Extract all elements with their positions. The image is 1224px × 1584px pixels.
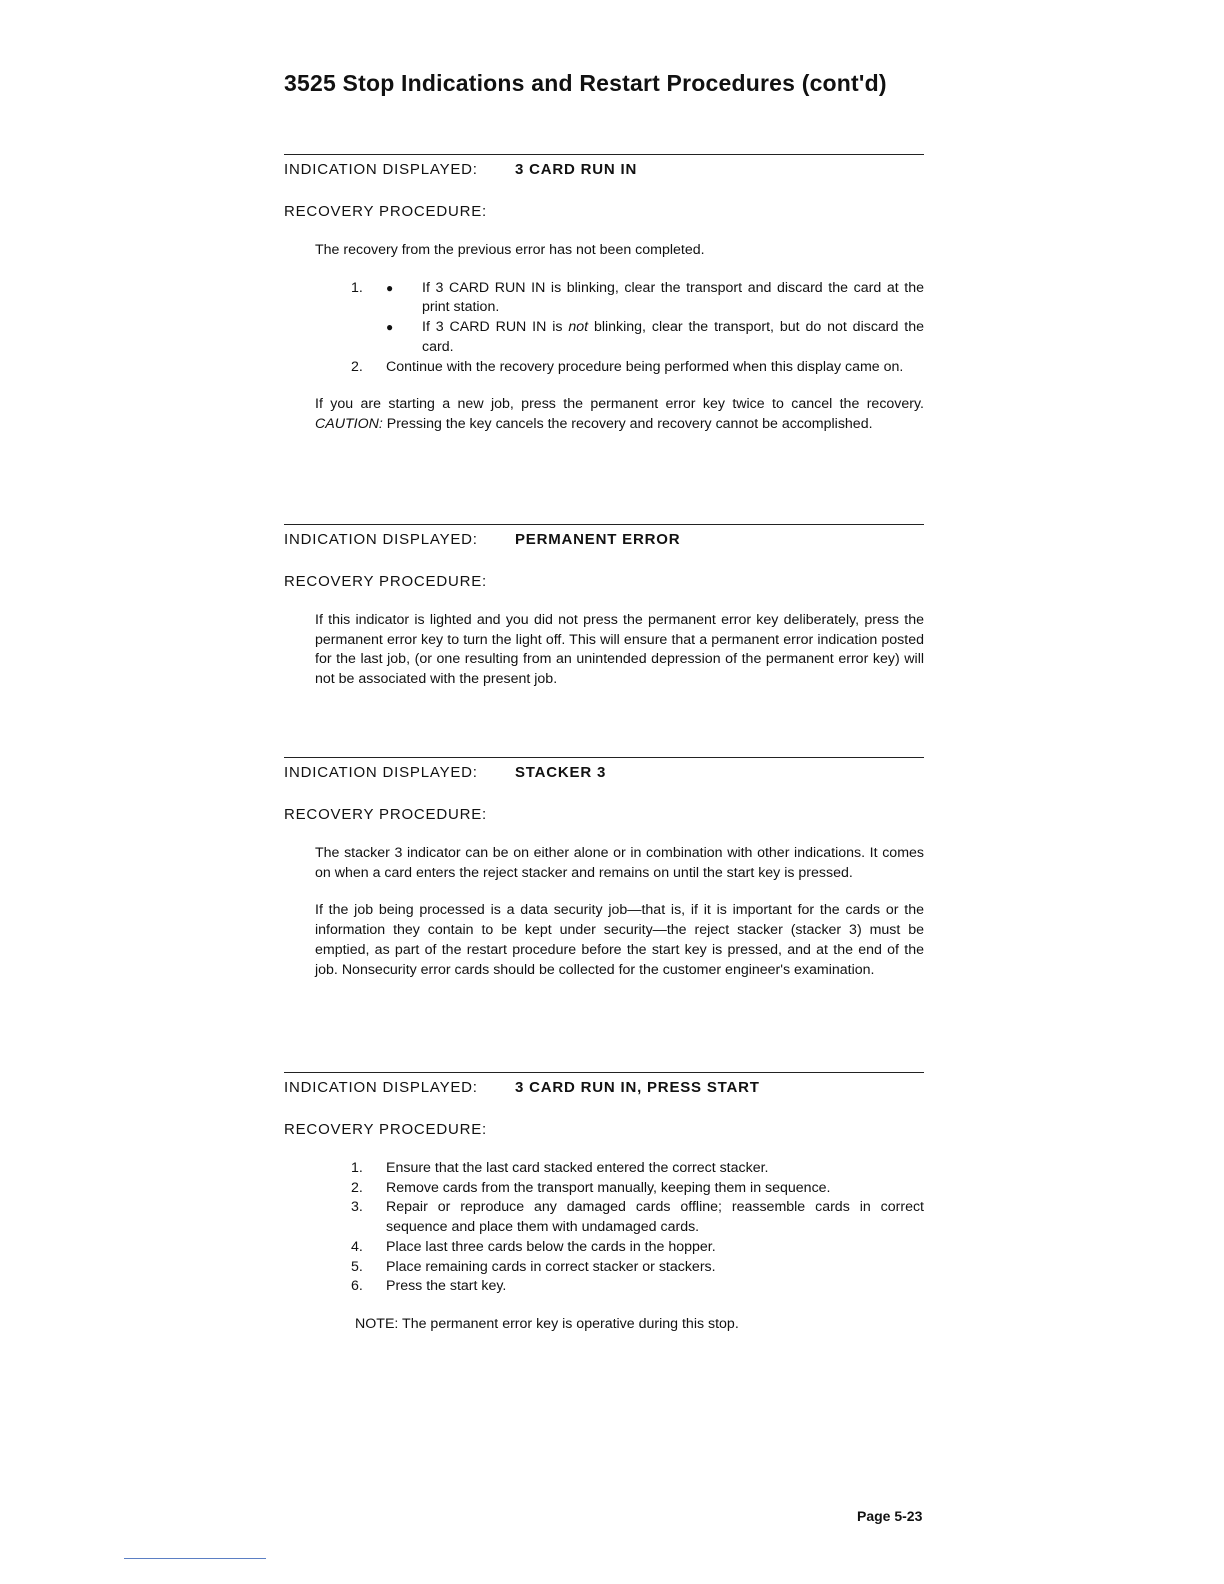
note-text: NOTE: The permanent error key is operative during this stop.	[355, 1315, 739, 1332]
bullet-text: If 3 CARD RUN IN is blinking, clear the transport and discard the card at the print station.	[422, 279, 924, 316]
indication-label: INDICATION DISPLAYED:	[284, 531, 478, 548]
footer-divider	[124, 1558, 266, 1559]
list-item	[315, 1238, 924, 1258]
step-text: Remove cards from the transport manually, keeping them in sequence.	[386, 1179, 831, 1196]
indication-value: 3 CARD RUN IN	[515, 161, 638, 178]
bullet-icon: ●	[386, 320, 394, 335]
list-item	[315, 1198, 924, 1237]
bullet-item	[386, 318, 924, 357]
step-number: 2.	[351, 358, 363, 375]
section-stacker-3	[284, 757, 924, 980]
recovery-label: RECOVERY PROCEDURE:	[284, 203, 488, 220]
procedure-list	[315, 279, 924, 378]
indication-value: STACKER 3	[515, 764, 607, 781]
section-permanent-error	[284, 524, 924, 690]
indication-label: INDICATION DISPLAYED:	[284, 1079, 478, 1096]
list-item	[315, 1258, 924, 1278]
step-text: Press the start key.	[386, 1278, 507, 1295]
step-number: 4.	[351, 1238, 363, 1255]
paragraph: If the job being processed is a data security job—that is, if it is important for the cards or the information they contain to be kept under security—the reject stacker (stacker 3) must be emptied, as part of the restart procedure before the start key is pressed, and at the end of the job. Nonsecurity error cards should be collected for the customer engineer's examination.	[315, 902, 924, 978]
bullet-list	[386, 279, 924, 358]
recovery-label: RECOVERY PROCEDURE:	[284, 573, 488, 590]
indication-line	[284, 764, 924, 784]
step-text: Place remaining cards in correct stacker or stackers.	[386, 1258, 716, 1275]
list-item	[315, 279, 924, 358]
list-item	[315, 358, 924, 378]
list-item	[315, 1179, 924, 1199]
bullet-text: If 3 CARD RUN IN is not blinking, clear the transport, but do not discard the card.	[422, 319, 925, 355]
step-text: Continue with the recovery procedure being performed when this display came on.	[386, 358, 904, 375]
list-item	[315, 1277, 924, 1297]
procedure-list	[315, 1159, 924, 1297]
step-text: Place last three cards below the cards in the hopper.	[386, 1238, 716, 1255]
step-number: 1.	[351, 279, 363, 296]
bullet-icon: ●	[386, 280, 394, 295]
step-number: 6.	[351, 1278, 363, 1295]
section-body	[315, 611, 924, 690]
step-text: Ensure that the last card stacked entered the correct stacker.	[386, 1160, 769, 1176]
intro-paragraph: The recovery from the previous error has not been completed.	[315, 242, 705, 258]
bullet-item	[386, 279, 924, 318]
step-text: Repair or reproduce any damaged cards offline; reassemble cards in correct sequence and place them with undamaged cards.	[386, 1199, 924, 1236]
list-item	[315, 1159, 924, 1179]
section-body	[315, 844, 924, 980]
section-3-card-run-in	[284, 154, 924, 435]
step-number: 5.	[351, 1258, 363, 1275]
indication-line	[284, 161, 924, 181]
section-3-card-run-in-press-start	[284, 1072, 924, 1335]
indication-label: INDICATION DISPLAYED:	[284, 764, 478, 781]
step-number: 1.	[351, 1160, 363, 1176]
indication-value: PERMANENT ERROR	[515, 531, 681, 548]
section-divider	[284, 524, 924, 525]
step-number: 3.	[351, 1199, 363, 1216]
indication-value: 3 CARD RUN IN, PRESS START	[515, 1079, 760, 1096]
step-number: 2.	[351, 1179, 363, 1196]
caution-label: CAUTION:	[315, 415, 383, 432]
recovery-label: RECOVERY PROCEDURE:	[284, 1121, 488, 1138]
paragraph: The stacker 3 indicator can be on either alone or in combination with other indications. It comes on when a card enters the reject stacker and remains on until the start key is pressed.	[315, 845, 924, 881]
page-number: Page 5-23	[857, 1508, 923, 1524]
indication-line	[284, 531, 924, 551]
section-divider	[284, 1072, 924, 1073]
recovery-label: RECOVERY PROCEDURE:	[284, 806, 488, 823]
indication-line	[284, 1079, 924, 1099]
caution-paragraph: If you are starting a new job, press the permanent error key twice to cancel the recovery. CAUTION: Pressing the key cancels the recovery and recovery cannot be accomplished.	[315, 396, 924, 432]
paragraph: If this indicator is lighted and you did not press the permanent error key deliberately, press the permanent error key to turn the light off. This will ensure that a permanent error indication posted for the last job, (or one resulting from an unintended depression of the permanent error key) will not be associated with the present job.	[315, 612, 924, 688]
section-divider	[284, 154, 924, 155]
section-body	[315, 241, 924, 435]
indication-label: INDICATION DISPLAYED:	[284, 161, 478, 178]
page-title: 3525 Stop Indications and Restart Procedures (cont'd)	[284, 70, 887, 96]
section-body	[315, 1159, 924, 1335]
section-divider	[284, 757, 924, 758]
